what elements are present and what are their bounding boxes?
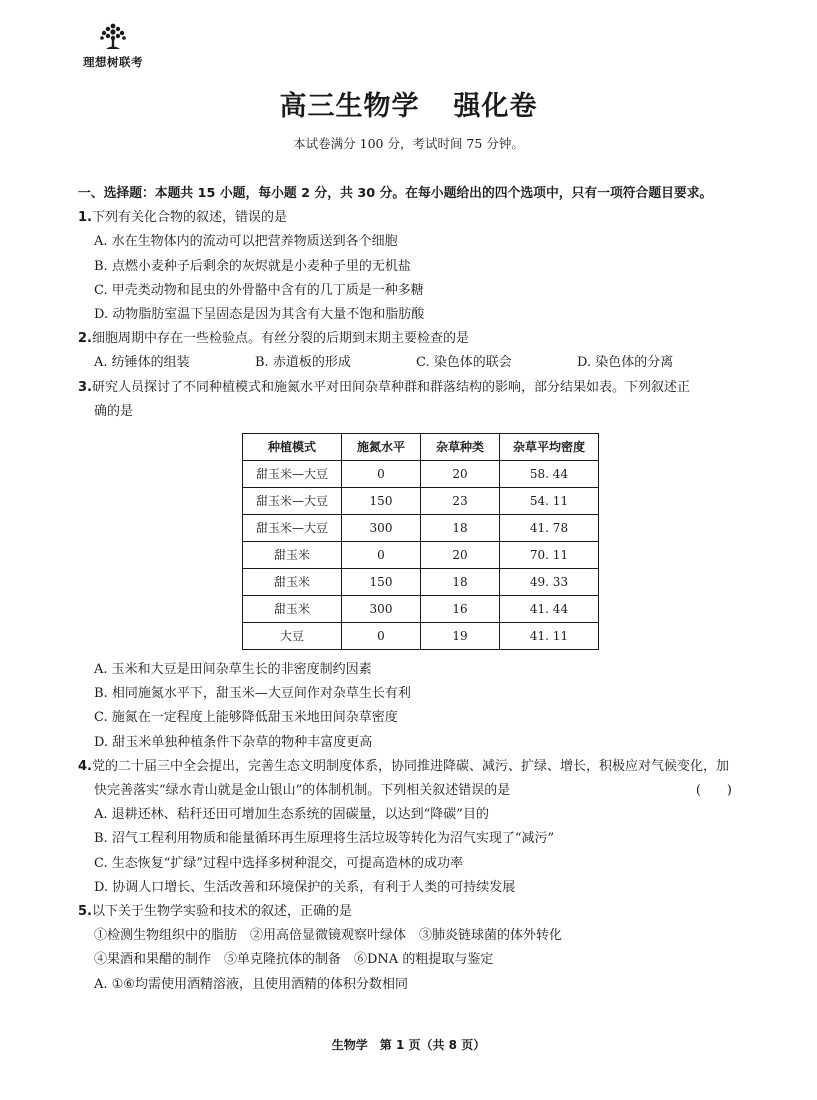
table-row <box>243 488 599 515</box>
table-cell: 300 <box>342 596 421 623</box>
question-5 <box>78 900 742 997</box>
option-a: A. 玉米和大豆是田间杂草生长的非密度制约因素 <box>94 662 372 678</box>
question-number: 5. <box>78 904 92 920</box>
option-b: B. 点燃小麦种子后剩余的灰烬就是小麦种子里的无机盐 <box>94 258 411 274</box>
question-stem: 研究人员探讨了不同种植模式和施氮水平对田间杂草种群和群落结构的影响，部分结果如表。下列叙述正 <box>91 379 690 395</box>
title-sub: 强化卷 <box>453 91 538 122</box>
table-cell: 23 <box>421 488 500 515</box>
table-cell: 54. 11 <box>500 488 599 515</box>
question-stem: 以下关于生物学实验和技术的叙述，正确的是 <box>91 904 352 920</box>
table-cell: 大豆 <box>243 623 342 650</box>
question-stem-cont: 确的是 <box>94 403 134 419</box>
table-header-cell: 施氮水平 <box>342 434 421 461</box>
table-row <box>243 569 599 596</box>
table-cell: 20 <box>421 542 500 569</box>
option-c: C. 施氮在一定程度上能够降低甜玉米地田间杂草密度 <box>94 710 398 726</box>
question-number: 4. <box>78 758 92 774</box>
table-cell: 18 <box>421 569 500 596</box>
question-stem-cont: 快完善落实“绿水青山就是金山银山”的体制机制。下列相关叙述错误的是 <box>94 783 511 799</box>
option-a: A. 水在生物体内的流动可以把营养物质送到各个细胞 <box>94 234 398 250</box>
question-number: 3. <box>78 379 92 395</box>
question-4 <box>78 755 742 900</box>
question-stem: 细胞周期中存在一些检验点。有丝分裂的后期到末期主要检查的是 <box>91 331 469 347</box>
question-number: 1. <box>78 210 92 226</box>
experiment-list: ④果酒和果醋的制作 ⑤单克隆抗体的制备 ⑥DNA 的粗提取与鉴定 <box>94 952 494 968</box>
table-cell: 150 <box>342 569 421 596</box>
table-cell: 18 <box>421 515 500 542</box>
option-d: D. 染色体的分离 <box>577 355 674 371</box>
table-cell: 16 <box>421 596 500 623</box>
table-cell: 41. 78 <box>500 515 599 542</box>
table-row <box>243 461 599 488</box>
option-d: D. 动物脂肪室温下呈固态是因为其含有大量不饱和脂肪酸 <box>94 307 425 323</box>
table-header-cell: 杂草平均密度 <box>500 434 599 461</box>
table-cell: 0 <box>342 542 421 569</box>
table-cell: 41. 44 <box>500 596 599 623</box>
table-row <box>243 515 599 542</box>
table-cell: 300 <box>342 515 421 542</box>
logo <box>78 22 148 70</box>
table-cell: 150 <box>342 488 421 515</box>
option-c: C. 染色体的联会 <box>416 355 512 371</box>
table-cell: 49. 33 <box>500 569 599 596</box>
table-cell: 甜玉米—大豆 <box>243 488 342 515</box>
table-cell: 41. 11 <box>500 623 599 650</box>
title-main: 高三生物学 <box>279 91 420 122</box>
page-footer: 生物学 第 1 页（共 8 页） <box>331 1038 486 1052</box>
question-3 <box>78 376 742 755</box>
option-b: B. 沼气工程利用物质和能量循环再生原理将生活垃圾等转化为沼气实现了“减污” <box>94 831 555 847</box>
question-1 <box>78 206 742 327</box>
table-cell: 20 <box>421 461 500 488</box>
option-c: C. 甲壳类动物和昆虫的外骨骼中含有的几丁质是一种多糖 <box>94 282 424 298</box>
question-stem: 党的二十届三中全会提出，完善生态文明制度体系，协同推进降碳、减污、扩绿、增长，积极应对气候变化，加 <box>91 758 729 774</box>
data-table <box>242 433 599 650</box>
question-2 <box>78 327 742 375</box>
table-cell: 甜玉米—大豆 <box>243 515 342 542</box>
table-cell: 19 <box>421 623 500 650</box>
question-number: 2. <box>78 331 92 347</box>
section-heading: 一、选择题：本题共 15 小题，每小题 2 分，共 30 分。在每小题给出的四个选项中，只有一项符合题目要求。 <box>78 186 713 201</box>
table-header-cell: 杂草种类 <box>421 434 500 461</box>
tree-logo-icon <box>98 22 128 52</box>
question-stem: 下列有关化合物的叙述，错误的是 <box>91 210 287 226</box>
table-row <box>243 542 599 569</box>
table-cell: 0 <box>342 461 421 488</box>
experiment-list: ①检测生物组织中的脂肪 ②用高倍显微镜观察叶绿体 ③肺炎链球菌的体外转化 <box>94 928 563 944</box>
table-row <box>243 623 599 650</box>
option-b: B. 赤道板的形成 <box>255 355 351 371</box>
table-cell: 甜玉米—大豆 <box>243 461 342 488</box>
answer-bracket: ( ) <box>695 783 732 799</box>
exam-instructions: 本试卷满分 100 分，考试时间 75 分钟。 <box>293 136 524 151</box>
logo-text: 理想树联考 <box>83 55 143 69</box>
page-title <box>0 84 817 123</box>
option-a: A. 退耕还林、秸秆还田可增加生态系统的固碳量，以达到“降碳”目的 <box>94 807 489 823</box>
table-cell: 甜玉米 <box>243 542 342 569</box>
table-cell: 0 <box>342 623 421 650</box>
table-row <box>243 596 599 623</box>
table-header-cell: 种植模式 <box>243 434 342 461</box>
option-a: A. ①⑥均需使用酒精溶液，且使用酒精的体积分数相同 <box>94 976 408 992</box>
option-a: A. 纺锤体的组装 <box>94 355 190 371</box>
table-cell: 70. 11 <box>500 542 599 569</box>
option-c: C. 生态恢复“扩绿”过程中选择多树种混交，可提高造林的成功率 <box>94 855 464 871</box>
option-d: D. 协调人口增长、生活改善和环境保护的关系，有利于人类的可持续发展 <box>94 879 516 895</box>
table-header-row <box>243 434 599 461</box>
table-cell: 58. 44 <box>500 461 599 488</box>
table-cell: 甜玉米 <box>243 596 342 623</box>
option-b: B. 相同施氮水平下，甜玉米—大豆间作对杂草生长有利 <box>94 686 411 702</box>
exam-content <box>78 182 742 997</box>
table-cell: 甜玉米 <box>243 569 342 596</box>
option-d: D. 甜玉米单独种植条件下杂草的物种丰富度更高 <box>94 734 373 750</box>
